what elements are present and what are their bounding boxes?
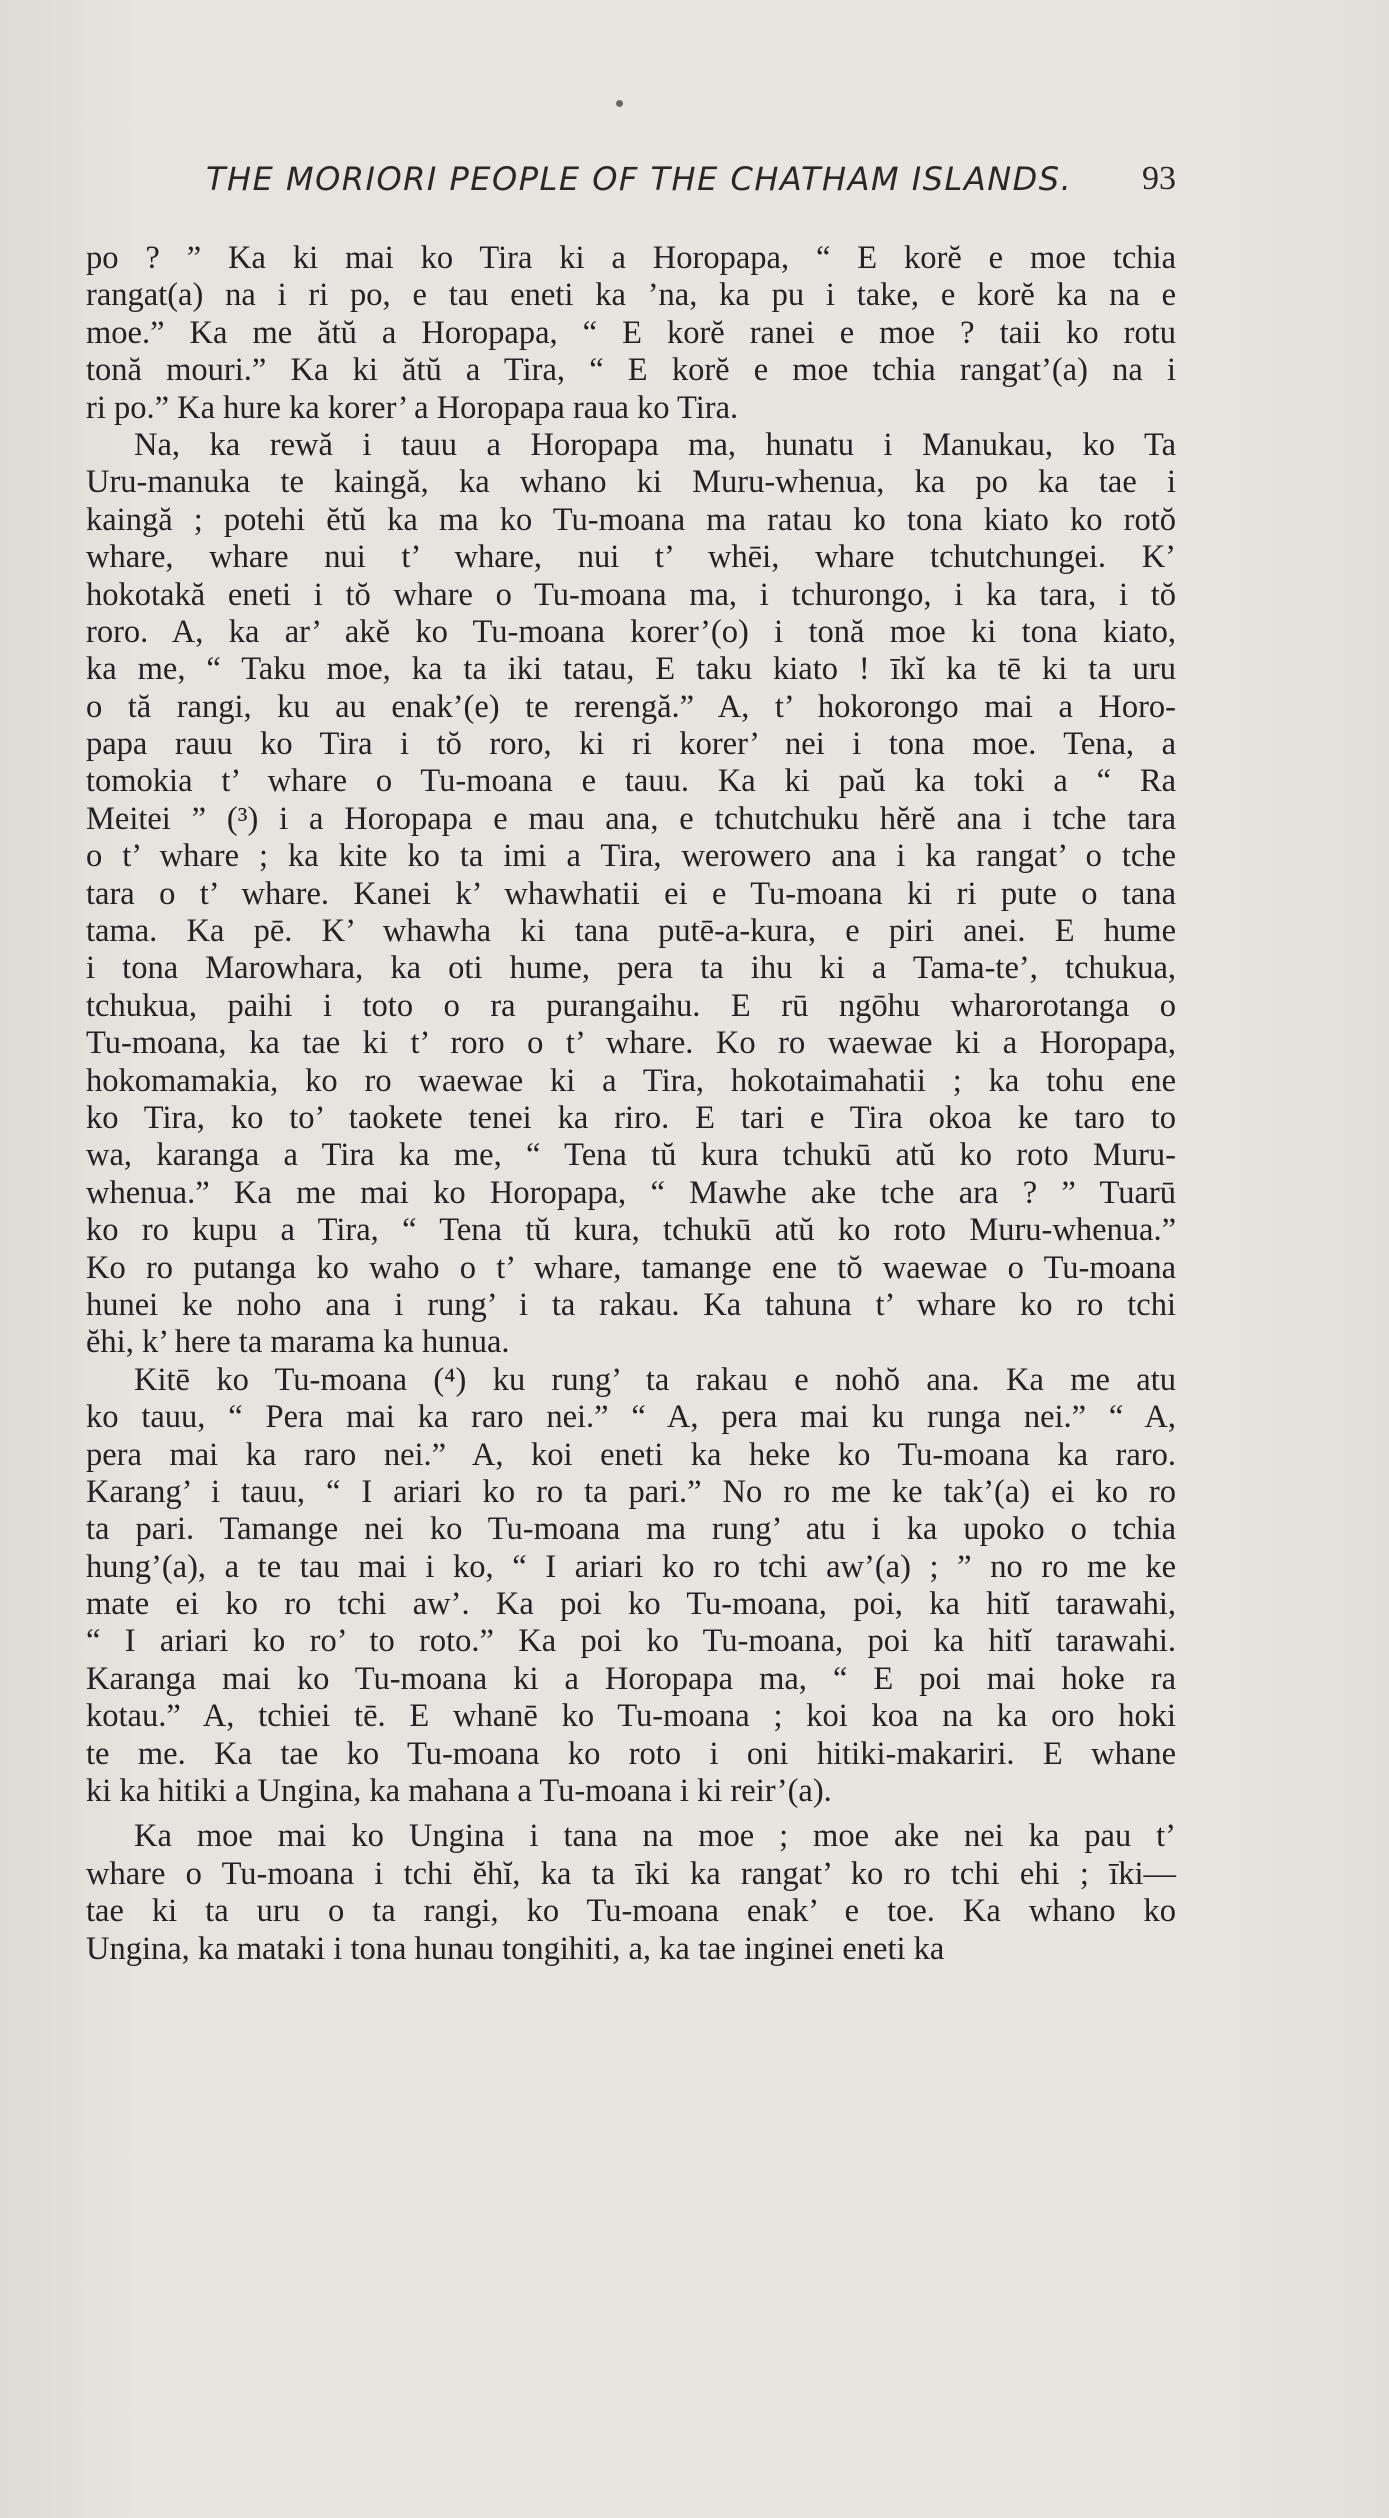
text-line: Meitei ” (³) i a Horopapa e mau ana, e tchutchuku hĕrĕ ana i tche tara bbox=[86, 800, 1176, 837]
text-line: tchukua, paihi i toto o ra purangaihu. E rū ngōhu wharorotanga o bbox=[86, 987, 1176, 1024]
text-line: roro. A, ka ar’ akĕ ko Tu-moana korer’(o) i tonă moe ki tona kiato, bbox=[86, 613, 1176, 650]
text-line: hokotakă eneti i tŏ whare o Tu-moana ma, i tchurongo, i ka tara, i tŏ bbox=[86, 576, 1176, 613]
text-line: ko Tira, ko to’ taokete tenei ka riro. E tari e Tira okoa ke taro to bbox=[86, 1099, 1176, 1136]
running-header bbox=[86, 160, 1176, 208]
text-line: tama. Ka pē. K’ whawha ki tana putē-a-kura, e piri anei. E hume bbox=[86, 913, 1176, 950]
text-line: rangat(a) na i ri po, e tau eneti ka ’na, ka pu i take, e korĕ ka na e bbox=[86, 277, 1176, 314]
text-line: hokomamakia, ko ro waewae ki a Tira, hokotaimahatii ; ka tohu ene bbox=[86, 1062, 1176, 1099]
text-line: tonă mouri.” Ka ki ătŭ a Tira, “ E korĕ e moe tchia rangat’(a) na i bbox=[86, 352, 1176, 389]
text-line: mate ei ko ro tchi aw’. Ka poi ko Tu-moana, poi, ka hitĭ tarawahi, bbox=[86, 1586, 1176, 1623]
text-line: Ka moe mai ko Ungina i tana na moe ; moe ake nei ka pau t’ bbox=[134, 1818, 1176, 1855]
printer-dot-mark bbox=[616, 100, 623, 107]
text-line: whare o Tu-moana i tchi ĕhĭ, ka ta īki ka rangat’ ko ro tchi ehi ; īki— bbox=[86, 1855, 1176, 1892]
paragraph bbox=[86, 240, 1176, 427]
text-line: ta pari. Tamange nei ko Tu-moana ma rung’ atu i ka upoko o tchia bbox=[86, 1511, 1176, 1548]
text-line: hung’(a), a te tau mai i ko, “ I ariari ko ro tchi aw’(a) ; ” no ro me ke bbox=[86, 1548, 1176, 1585]
text-line: “ I ariari ko ro’ to roto.” Ka poi ko Tu-moana, poi ka hitĭ tarawahi. bbox=[86, 1623, 1176, 1660]
page-number: 93 bbox=[1142, 160, 1176, 197]
text-line: Karanga mai ko Tu-moana ki a Horopapa ma, “ E poi mai hoke ra bbox=[86, 1660, 1176, 1697]
text-line: hunei ke noho ana i rung’ i ta rakau. Ka tahuna t’ whare ko ro tchi bbox=[86, 1286, 1176, 1323]
text-line: ko tauu, “ Pera mai ka raro nei.” “ A, pera mai ku runga nei.” “ A, bbox=[86, 1399, 1176, 1436]
text-line: tae ki ta uru o ta rangi, ko Tu-moana enak’ e toe. Ka whano ko bbox=[86, 1893, 1176, 1930]
text-line: Ungina, ka mataki i tona hunau tongihiti, a, ka tae inginei eneti ka bbox=[86, 1930, 945, 1967]
text-line: po ? ” Ka ki mai ko Tira ki a Horopapa, “ E korĕ e moe tchia bbox=[86, 240, 1176, 276]
text-line: whare, whare nui t’ whare, nui t’ whēi, whare tchutchungei. K’ bbox=[86, 539, 1176, 576]
text-line: ko ro kupu a Tira, “ Tena tŭ kura, tchukū atŭ ko roto Muru-whenua.” bbox=[86, 1212, 1176, 1249]
text-line: papa rauu ko Tira i tŏ roro, ki ri korer’ nei i tona moe. Tena, a bbox=[86, 726, 1176, 763]
text-line: kaingă ; potehi ĕtŭ ka ma ko Tu-moana ma ratau ko tona kiato ko rotŏ bbox=[86, 501, 1176, 538]
text-line: Tu-moana, ka tae ki t’ roro o t’ whare. Ko ro waewae ki a Horopapa, bbox=[86, 1025, 1176, 1062]
text-line: ka me, “ Taku moe, ka ta iki tatau, E taku kiato ! īkĭ ka tē ki ta uru bbox=[86, 651, 1176, 688]
running-title: THE MORIORI PEOPLE OF THE CHATHAM ISLANDS. bbox=[206, 160, 1073, 198]
text-line: ki ka hitiki a Ungina, ka mahana a Tu-moana i ki reir’(a). bbox=[86, 1773, 832, 1810]
text-line: Karang’ i tauu, “ I ariari ko ro ta pari.” No ro me ke tak’(a) ei ko ro bbox=[86, 1473, 1176, 1510]
text-line: i tona Marowhara, ka oti hume, pera ta ihu ki a Tama-te’, tchukua, bbox=[86, 950, 1176, 987]
text-line: Kitē ko Tu-moana (⁴) ku rung’ ta rakau e nohŏ ana. Ka me atu bbox=[134, 1361, 1176, 1398]
paragraph bbox=[86, 1362, 1176, 1811]
paragraph bbox=[86, 1818, 1176, 1968]
text-line: o tă rangi, ku au enak’(e) te rerengă.” A, t’ hokorongo mai a Horo- bbox=[86, 688, 1176, 725]
text-line: wa, karanga a Tira ka me, “ Tena tŭ kura tchukū atŭ ko roto Muru- bbox=[86, 1137, 1176, 1174]
body-text bbox=[86, 240, 1176, 1968]
text-line: tomokia t’ whare o Tu-moana e tauu. Ka ki paŭ ka toki a “ Ra bbox=[86, 763, 1176, 800]
text-line: moe.” Ka me ătŭ a Horopapa, “ E korĕ ranei e moe ? taii ko rotu bbox=[86, 314, 1176, 351]
text-line: Ko ro putanga ko waho o t’ whare, tamange ene tŏ waewae o Tu-moana bbox=[86, 1249, 1176, 1286]
text-line: te me. Ka tae ko Tu-moana ko roto i oni hitiki-makariri. E whane bbox=[86, 1735, 1176, 1772]
text-line: kotau.” A, tchiei tē. E whanē ko Tu-moana ; koi koa na ka oro hoki bbox=[86, 1698, 1176, 1735]
text-line: Uru-manuka te kaingă, ka whano ki Muru-whenua, ka po ka tae i bbox=[86, 464, 1176, 501]
text-line: ri po.” Ka hure ka korer’ a Horopapa raua ko Tira. bbox=[86, 389, 739, 426]
paragraph bbox=[86, 427, 1176, 1362]
text-line: tara o t’ whare. Kanei k’ whawhatii ei e Tu-moana ki ri pute o tana bbox=[86, 875, 1176, 912]
text-line: Na, ka rewă i tauu a Horopapa ma, hunatu i Manukau, ko Ta bbox=[134, 426, 1176, 463]
text-line: ĕhi, k’ here ta marama ka hunua. bbox=[86, 1324, 510, 1361]
text-line: o t’ whare ; ka kite ko ta imi a Tira, werowero ana i ka rangat’ o tche bbox=[86, 838, 1176, 875]
text-line: whenua.” Ka me mai ko Horopapa, “ Mawhe ake tche ara ? ” Tuarū bbox=[86, 1174, 1176, 1211]
text-line: pera mai ka raro nei.” A, koi eneti ka heke ko Tu-moana ka raro. bbox=[86, 1436, 1176, 1473]
